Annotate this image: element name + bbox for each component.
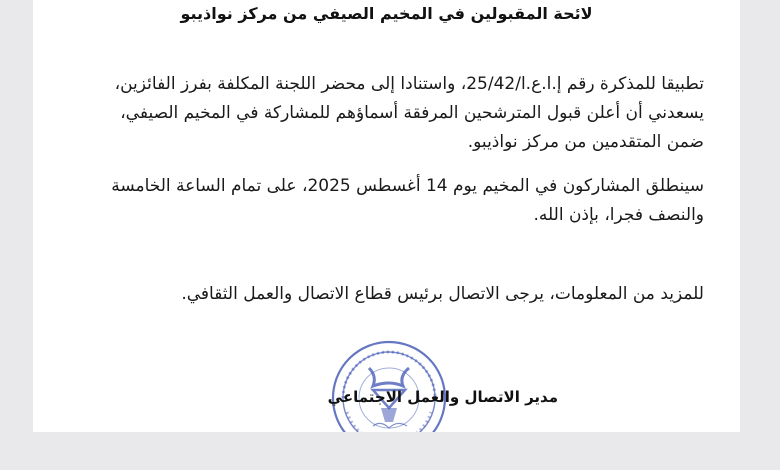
signature-title: مدير الاتصال والعمل الاجتماعي xyxy=(327,388,558,406)
document-title: لائحة المقبولين في المخيم الصيفي من مركز نواذيبو xyxy=(180,4,593,23)
paragraph-contact-info: للمزيد من المعلومات، يرجى الاتصال برئيس قطاع الاتصال والعمل الثقافي. xyxy=(181,284,704,304)
paragraph-departure-date: سينطلق المشاركون في المخيم يوم 14 أغسطس 2025، على تمام الساعة الخامسة والنصف فجرا، بإذن الله. xyxy=(111,176,704,225)
document-page xyxy=(33,0,740,432)
official-stamp-icon xyxy=(329,338,449,432)
paragraph-memo-reference: تطبيقا للمذكرة رقم إ.ا.ع.ا/25/42، واستنادا إلى محضر اللجنة المكلفة بفرز الفائزين، يسعدني أن أعلن قبول المترشحين المرفقة أسماؤهم للمشاركة في المخيم الصيفي، ضمن المتقدمين من مركز نواذيبو. xyxy=(114,74,704,152)
